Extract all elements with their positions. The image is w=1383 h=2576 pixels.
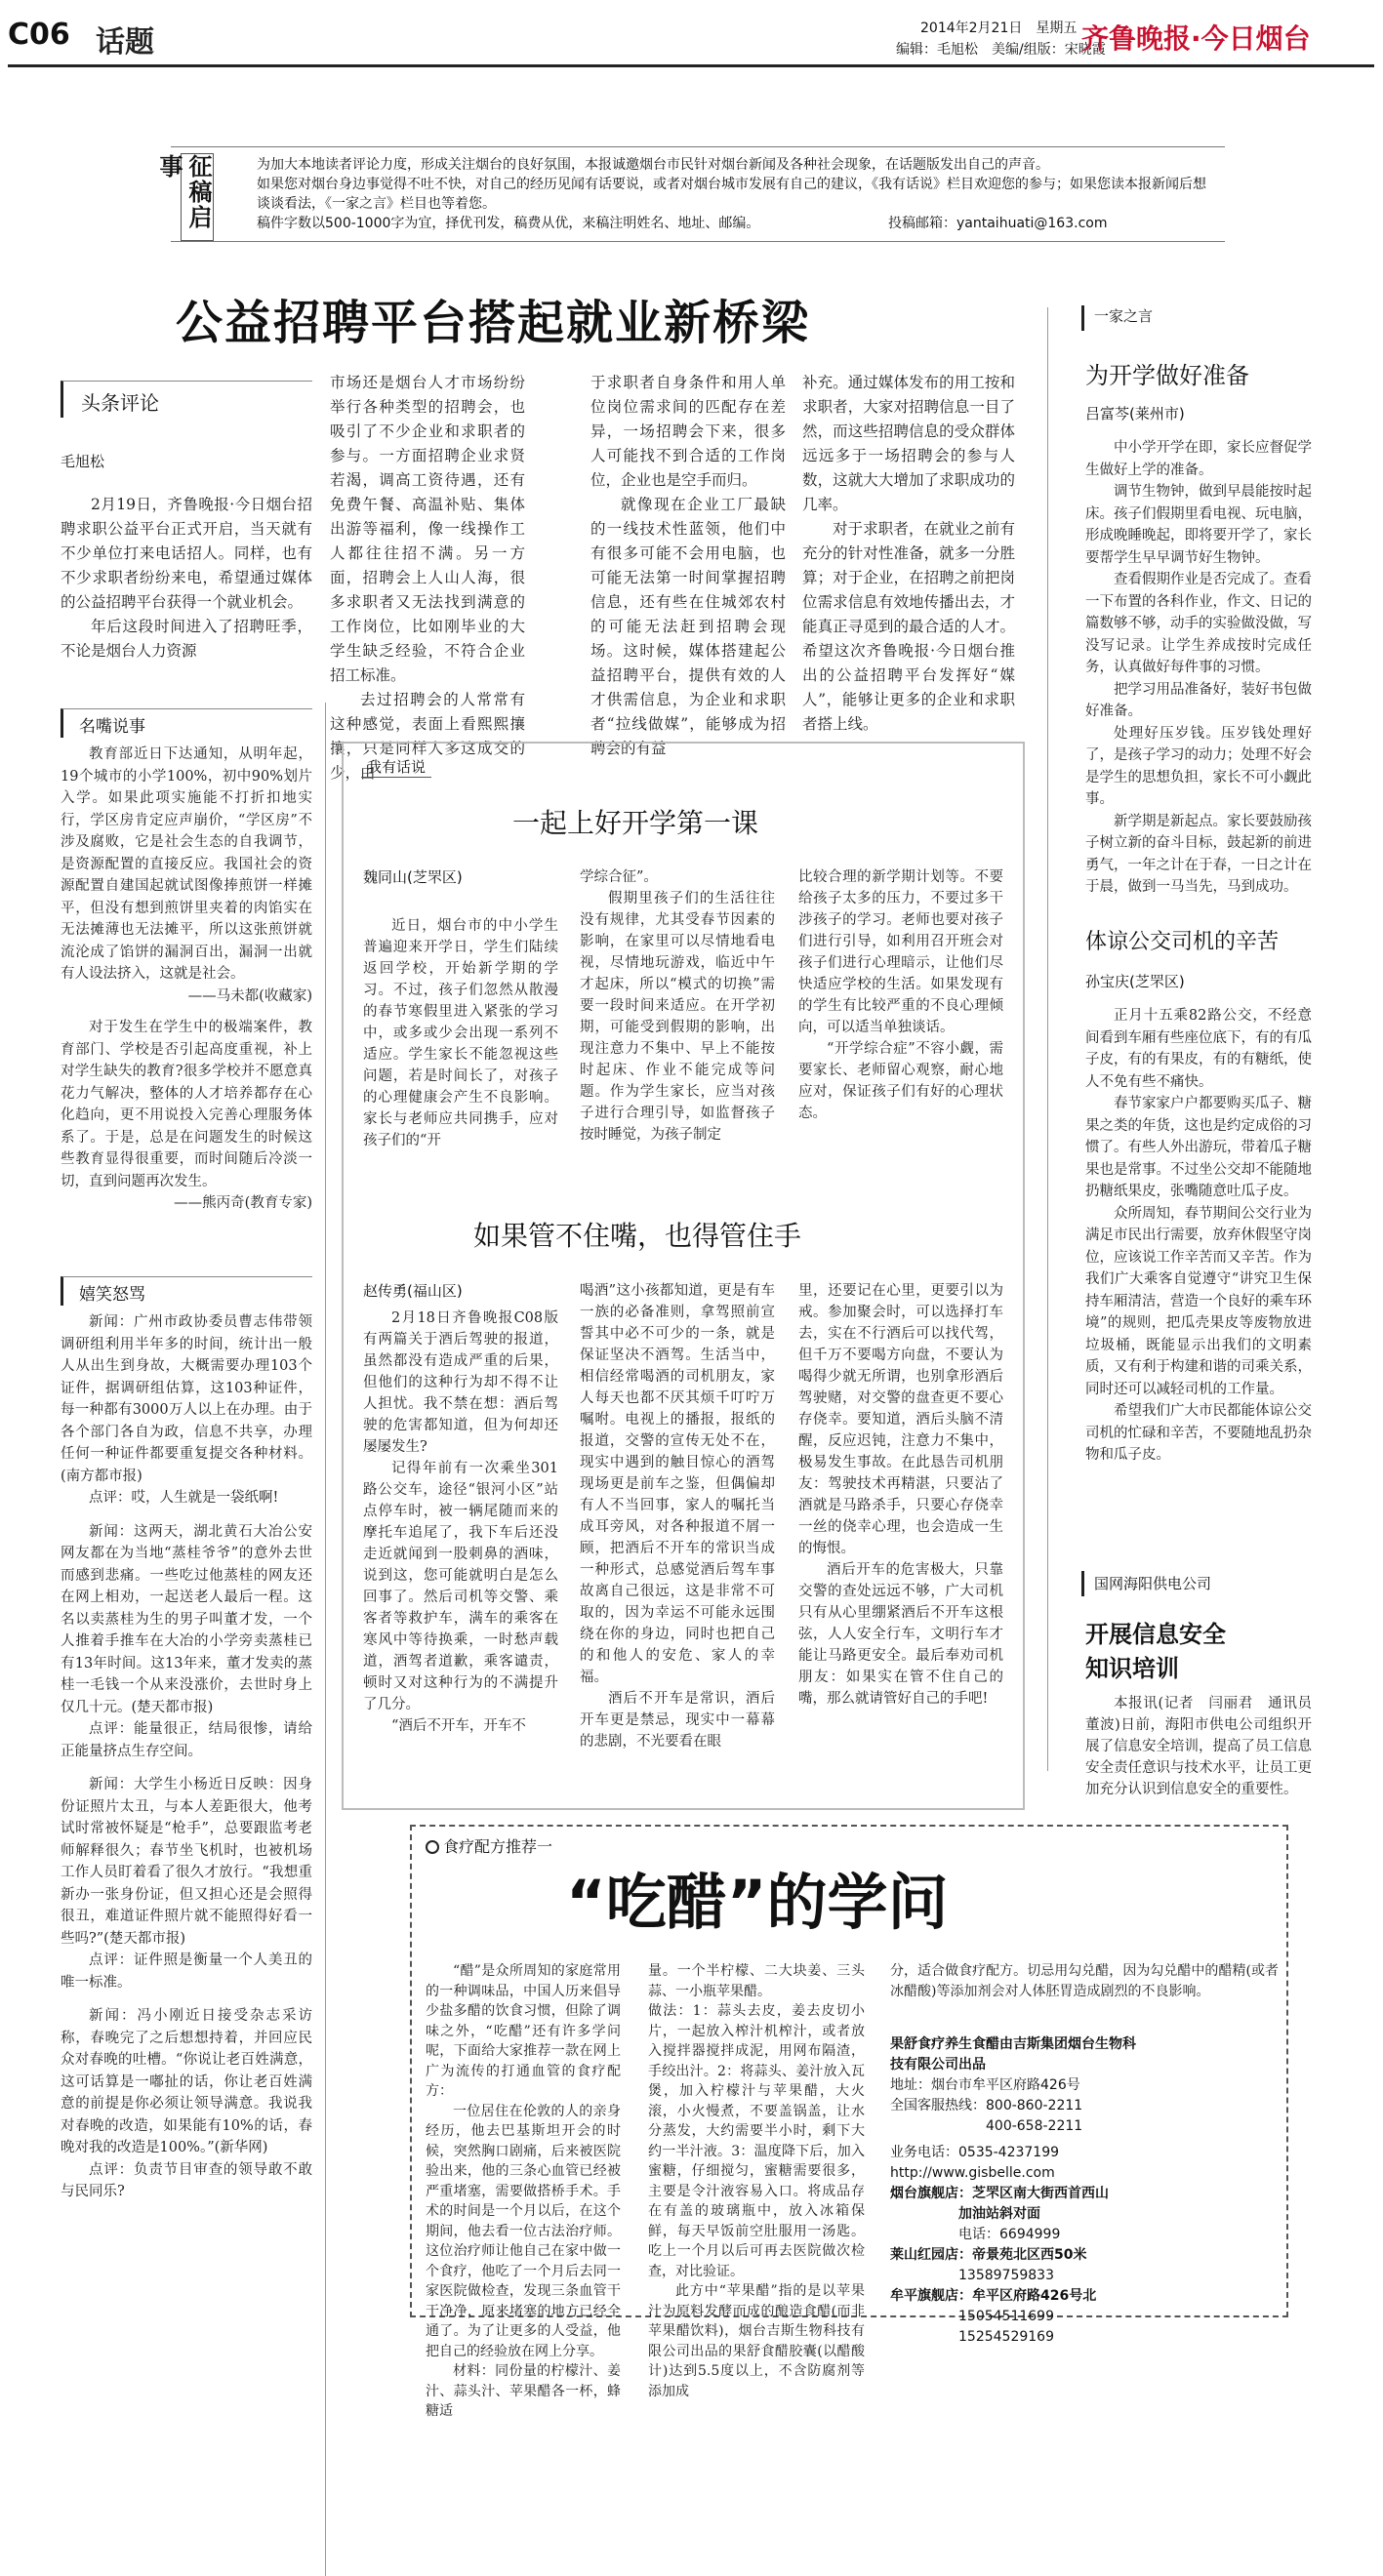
right-story3-headline-1: 开展信息安全 <box>1085 1621 1226 1648</box>
right-story3-body <box>1085 1693 1326 1815</box>
story1-col-2 <box>580 866 775 1208</box>
story-para: 春节家家户户都要购买瓜子、糖果之类的年货，这也是约定成俗的习惯了。有些人外出游玩，带着瓜子糖果也是常事。不过坐公交却不能随地扔糖纸果皮，张嘴随意吐瓜子皮。 <box>1085 1096 1312 1199</box>
story2-headline: 如果管不住嘴，也得管住手 <box>473 1220 802 1252</box>
call-for-submissions <box>155 146 1225 242</box>
story-para: 里，还要记在心里，更要引以为戒。参加聚会时，可以选择打车去，实在不行酒后可以找代驾，但千万不要喝方向盘，不要认为喝得少就无所谓，也别拿形酒后驾驶赌，对交警的盘查更不要心存侥幸。要知道，酒后头脑不清醒，反应迟钝，注意力不集中，极易发生事故。在此恳告司机朋友：驾驶技术再精湛，只要沾了酒就是马路杀手，只要心存侥幸一丝的侥幸心理，也会造成一生的悔恨。 <box>798 1283 1003 1556</box>
story2-col-1 <box>363 1308 558 1805</box>
commentary-col-3 <box>590 371 786 757</box>
right-story2-author: 孙宝庆(芝罘区) <box>1085 973 1185 990</box>
story-para: 调节生物钟，做到早晨能按时起床。孩子们假期里看电视、玩电脑，形成晚睡晚起，即将要开学了，家长要帮学生早早调节好生物钟。 <box>1085 484 1312 566</box>
commentary-label-box <box>61 381 312 418</box>
ad-col-1 <box>426 1961 621 2419</box>
story-para: 查看假期作业是否完成了。查看一下布置的各科作业，作文、日记的篇数够不够，动手的实验做没做，写没写记录。让学生养成按时完成任务，认真做好每件事的习惯。 <box>1085 572 1312 675</box>
story-para: 2月18日齐鲁晚报C08版有两篇关于酒后驾驶的报道，虽然都没有造成严重的后果，但他们的这种行为却不得不让人担忧。我不禁在想：酒后驾驶的危害都知道，但为何却还屡屡发生? <box>363 1310 558 1455</box>
ad-website[interactable]: http://www.gisbelle.com <box>890 2165 1055 2181</box>
call-line-1: 为加大本地读者评论力度，形成关注烟台的良好氛围，本报诚邀烟台市民针对烟台新闻及各种社会现象，在话题版发出自己的声音。 <box>257 157 1049 173</box>
story-para: 希望我们广大市民都能体谅公交司机的忙碌和辛苦，不要随地乱扔杂物和瓜子皮。 <box>1085 1403 1312 1463</box>
ad-label <box>426 1834 552 1857</box>
divider <box>1047 307 1048 1771</box>
ad-biz-tel: 业务电话：0535-4237199 <box>890 2145 1060 2160</box>
quote-para: 对于发生在学生中的极端案件，教育部门、学校是否引起高度重视，补上对学生缺失的教育?很多学校并不愿意真花力气解决，整体的人才培养都存在心化趋向，更不用说投入完善心理服务体系了。于是，总是在问题发生的时候这些教育显得很重要，而时间随后冷淡一切，直到问题再次发生。 <box>61 1020 312 1189</box>
ad-para: “醋”是众所周知的家庭常用的一种调味品，中国人历来倡导少盐多醋的饮食习惯，但除了调味之外，“吃醋”还有许多学问呢，下面给大家推荐一款在网上广为流传的打通血管的食疗配方： <box>426 1963 621 2099</box>
quote-source: ——马未都(收藏家) <box>187 987 312 1004</box>
story-para: 记得年前有一次乘坐301路公交车，途径“银河小区”站点停车时，被一辆尾随而来的摩托车追尾了，我下车后还没走近就闻到一股刺鼻的酒味，说到这，您可能就明白是怎么回事了。然后司机等交警、乘客者等救护车，满车的乘客在寒风中等待换乘，一时愁声载道，酒驾者道歉，乘客谴责，顿时又对这种行为的不满提升了几分。 <box>363 1461 558 1712</box>
story2-author: 赵传勇(福山区) <box>363 1282 463 1300</box>
call-label: 征稿启事 <box>181 153 214 241</box>
quote-source: ——熊丙奇(教育专家) <box>174 1195 312 1211</box>
ad-store-1b: 加油站斜对面 <box>958 2206 1040 2222</box>
commentary-para: 2月19日，齐鲁晚报·今日烟台招聘求职公益平台正式开启，当天就有不少单位打来电话招人。同样，也有不少求职者纷纷来电，希望通过媒体的公益招聘平台获得一个就业机会。 <box>61 496 312 611</box>
main-headline: 公益招聘平台搭起就业新桥梁 <box>176 296 811 350</box>
news-comment: 点评：哎，人生就是一袋纸啊! <box>89 1490 279 1506</box>
news-item: 新闻：这两天，湖北黄石大冶公安网友都在为当地“蒸桂爷爷”的意外去世而感到悲痛。一些吃过他蒸桂的网友还在网上相劝，一起送老人最后一程。这名以卖蒸桂为生的男子叫董才发，一个人推着手推车在大冶的小学旁卖蒸桂已有13年时间。这13年来，董才发卖的蒸桂一毛钱一个从来没涨价，去世时身上仅几十元。(楚天都市报) <box>61 1523 312 1715</box>
ad-para: 此方中“苹果醋”指的是以苹果汁为原料发酵而成的酿造食醋(而非苹果醋饮料)，烟台吉斯生物科技有限公司出品的果舒食醋胶囊(以醋酸计)达到5.5度以上，不含防腐剂等添加成 <box>648 2283 865 2399</box>
news-comment: 点评：能量很正，结局很惨，请给正能量挤点生存空间。 <box>61 1721 312 1759</box>
divider <box>325 703 326 2576</box>
story-para: 比较合理的新学期计划等。不要给孩子太多的压力，不要过多干涉孩子的学习。老师也要对孩子们进行引导，如利用召开班会对孩子们进行心理暗示，让他们尽快适应学校的生活。如果发现有的学生有比较严重的不良心理倾向，可以适当单独谈话。 <box>798 869 1003 1035</box>
story-para: 喝酒”这小孩都知道，更是有车一族的必备准则，拿驾照前宣誓其中必不可少的一条，就是保证坚决不酒驾。生活当中，相信经常喝酒的司机朋友，家人每天也都不厌其烦千叮咛万嘱咐。电视上的播报，报纸的报道，交警的宣传无处不在，现实中遇到的触目惊心的酒驾现场更是前车之鉴，但偶偏却有人不当回事，家人的嘱托当成耳旁风，对各种报道不屑一顾，把酒后不开车的常识当成一种形式，总感觉酒后驾车事故离自己很远，这是非常不可取的，因为幸运不可能永远围绕在你的身边，同时也把自己的和他人的安危、家人的幸福。 <box>580 1283 775 1685</box>
news-item: 新闻：广州市政协委员曹志伟带领调研组利用半年多的时间，统计出一般人从出生到身故，大概需要办理103个证件，据调研组估算，这103种证件，每一种都有3000万人以上在办理。由于各个部门各自为政，信息不共享，办理任何一种证件都要重复提交各种材料。(南方都市报) <box>61 1314 312 1484</box>
story-para: 新学期是新起点。家长要鼓励孩子树立新的奋斗目标，鼓起新的前进勇气，一年之计在于春，一日之计在于晨，做到一马当先，马到成功。 <box>1085 813 1312 895</box>
news-comment: 点评：证件照是衡量一个人美丑的唯一标准。 <box>61 1952 312 1991</box>
story-para: 本报讯(记者 闫丽君 通讯员 董波)日前，海阳市供电公司组织开展了信息安全培训，提高了员工信息安全责任意识与技术水平，让员工更加充分认识到信息安全的重要性。 <box>1085 1696 1326 1797</box>
story2-col-3 <box>798 1280 1003 1805</box>
ad-store-3: 牟平旗舰店：牟平区府路426号北 <box>890 2288 1097 2304</box>
news-item: 新闻：冯小刚近日接受杂志采访称，春晚完了之后想想持着，并回应民众对春晚的吐槽。“你说让老百姓满意，这可话算是一嘟扯的话，你让老百姓满意的前提是你必须让领导满意。我说我对春晚的改造，如果能有10%的话，春晚对我的改造是100%。”(新华网) <box>61 2008 312 2155</box>
issue-date: 2014年2月21日 星期五 <box>920 20 1078 36</box>
story-para: 中小学开学在即，家长应督促学生做好上学的准备。 <box>1085 440 1312 478</box>
commentary-label: 头条评论 <box>81 391 159 415</box>
call-line-3: 稿件字数以500-1000字为宜，择优刊发，稿费从优，来稿注明姓名、地址、邮编。 <box>257 216 760 231</box>
left-sec1-body <box>61 744 312 1270</box>
story1-author: 魏同山(芝罘区) <box>363 868 463 886</box>
story1-col-3 <box>798 866 1003 1208</box>
right-story2-headline: 体谅公交司机的辛苦 <box>1085 930 1280 954</box>
page-number: C06 <box>8 18 70 52</box>
ad-address: 地址：烟台市牟平区府路426号 <box>890 2077 1080 2093</box>
ad-col-2 <box>648 1961 865 2399</box>
header-rule <box>8 64 1374 67</box>
page-header <box>0 0 1383 68</box>
news-comment: 点评：负责节目审查的领导敢不敢与民同乐? <box>61 2161 312 2199</box>
ad-tel-row <box>890 2096 1144 2116</box>
ad-col-3 <box>890 1961 1279 2030</box>
ad-para: 分，适合做食疗配方。切忌用勾兑醋，因为勾兑醋中的醋精(或者冰醋酸)等添加剂会对人体胚胃造成剧烈的不良影响。 <box>890 1963 1279 1999</box>
ad-tel-2: 400-658-2211 <box>986 2118 1083 2134</box>
left-sec2-body <box>61 1311 312 2322</box>
masthead-brand: 齐鲁晚报·今日烟台 <box>1081 22 1311 55</box>
left-sec2-label: 嬉笑怒骂 <box>79 1285 145 1305</box>
story-para: 酒后不开车是常识，酒后开车更是禁忌，现实中一幕幕的悲剧，不光要看在眼 <box>580 1691 775 1750</box>
story2-col-2 <box>580 1280 775 1805</box>
story-para: 假期里孩子们的生活往往没有规律，尤其受春节因素的影响，在家里可以尽情地看电视，尽情地玩游戏，临近中午才起床，所以“模式的切换”需要一段时间来适应。在开学初期，可能受到假期的影响，出现注意力不集中、早上不能按时起床、作业不能完成等问题。作为学生家长，应当对孩子进行合理引导，如监督孩子按时睡觉，为孩子制定 <box>580 891 775 1143</box>
right-sec-label-box <box>1081 305 1364 331</box>
right-story2-body <box>1085 1005 1312 1566</box>
section-title: 话题 <box>96 25 154 60</box>
ad-para: 一位居住在伦敦的人的亲身经历，他去巴基斯坦开会的时候，突然胸口剧痛，后来被医院验出来，他的三条心血管已经被严重堵塞，需要做搭桥手术。手术的时间是一个月以后，在这个期间，他去看一位古法治疗师。这位治疗师让他自己在家中做一个食疗，他吃了一个月后去同一家医院做检查，发现三条血管干干净净，原来堵塞的地方已经全通了。为了让更多的人受益，他把自己的经验放在网上分享。 <box>426 2103 621 2359</box>
ad-company-block <box>890 2034 1144 2345</box>
commentary-para: 市场还是烟台人才市场纷纷举行各种类型的招聘会，也吸引了不少企业和求职者的参与。一方面招聘企业求贤若渴，调高工资待遇，还有免费午餐、高温补贴、集体出游等福利，像一线操作工人都往往招不满。另一方面，招聘会上人山人海，很多求职者又无法找到满意的工作岗位，比如刚毕业的大学生缺乏经验，不符合企业招工标准。 <box>330 374 525 684</box>
story-para: 处理好压岁钱。压岁钱处理好了，是孩子学习的动力；处理不好会是学生的思想负担，家长不可小觑此事。 <box>1085 725 1312 807</box>
ad-store-1-tel: 电话：6694999 <box>958 2227 1061 2242</box>
news-item: 新闻：大学生小杨近日反映：因身份证照片太丑，与本人差距很大，他考试时常被怀疑是“枪手”，总要跟监考老师解释很久；春节坐飞机时，也被机场工作人员盯着看了很久才放行。“我想重新办一张身份证，但又担心还是会照得很丑，难道证件照片就不能照得好看一些吗?”(楚天都市报) <box>61 1777 312 1947</box>
story-para: 酒后开车的危害极大，只靠交警的查处远远不够，广大司机只有从心里绷紧酒后不开车这根弦，人人安全行车，文明行车才能让马路更安全。最后奉劝司机朋友：如果实在管不住自己的嘴，那么就请管好自己的手吧! <box>798 1562 1003 1707</box>
commentary-para: 就像现在企业工厂最缺的一线技术性蓝领，他们中有很多可能不会用电脑，也可能无法第一时间掌握招聘信息，还有些在住城郊农村的可能无法赶到招聘会现场。这时候，媒体搭建起公益招聘平台，提供有效的人才供需信息，为企业和求职者“拉线做媒”，能够成为招聘会的有益 <box>590 496 786 757</box>
ad-headline: “吃醋”的学问 <box>566 1867 949 1938</box>
right-story1-body <box>1085 437 1312 915</box>
ad-tel-1: 800-860-2211 <box>986 2098 1083 2113</box>
commentary-para: 去过招聘会的人常常有这种感觉，表面上看熙熙攘攘，只是同样人多这成交的少，由 <box>330 691 525 782</box>
ad-tel-label: 全国客服热线： <box>890 2098 986 2113</box>
story-para: “酒后不开车，开车不 <box>391 1718 526 1734</box>
center-box-label: 我有话说 <box>361 756 431 778</box>
call-line-2: 如果您对烟台身边事觉得不吐不快，对自己的经历见闻有话要说，或者对烟台城市发展有自己的建议，《我有话说》栏目欢迎您的参与；如果您读本报新闻后想谈谈看法，《一家之言》栏目也等着您。 <box>257 177 1206 212</box>
story-para: 把学习用品准备好，装好书包做好准备。 <box>1085 681 1312 719</box>
right-story1-author: 吕富芩(莱州市) <box>1085 405 1185 423</box>
commentary-col-4 <box>802 371 1015 733</box>
ad-label-text: 食疗配方推荐一 <box>443 1837 553 1856</box>
story-para: “开学综合症”不容小觑，需要家长、老师留心观察，耐心地应对，保证孩子们有好的心理状态。 <box>798 1041 1003 1121</box>
editors: 编辑：毛旭松 美编/组版：宋晓霞 <box>896 42 1106 58</box>
ad-store-2-tel: 13589759833 <box>958 2268 1054 2283</box>
ad-company: 果舒食疗养生食醋由吉斯集团烟台生物科技有限公司出品 <box>890 2036 1136 2073</box>
commentary-col-1 <box>61 493 312 688</box>
story-para: 众所周知，春节期间公交行业为满足市民出行需要，放弃休假坚守岗位，应该说工作辛苦而又辛苦。作为我们广大乘客自觉遵守“讲究卫生保持车厢清洁，营造一个良好的乘车环境”的规则，把瓜壳果皮等废物放进垃圾桶，既能显示出我们的文明素质，又有利于构建和谐的司乘关系，同时还可以减轻司机的工作量。 <box>1085 1205 1312 1397</box>
commentary-author: 毛旭松 <box>61 453 105 470</box>
ad-para: 材料：同份量的柠檬汁、姜汁、蒜头汁、苹果醋各一杯，蜂糖适 <box>426 2363 621 2419</box>
leaf-icon <box>426 1840 439 1854</box>
right-sec-label: 一家之言 <box>1094 307 1154 325</box>
ad-store-2: 莱山红园店：帝景苑北区西50米 <box>890 2247 1087 2263</box>
call-email: 投稿邮箱：yantaihuati@163.com <box>888 216 1108 231</box>
left-sec2-label-box <box>61 1276 312 1306</box>
ad-para: 量。一个半柠檬、二大块姜、三头蒜、一小瓶苹果醋。 <box>648 1963 865 1999</box>
story1-col-1 <box>363 915 558 1208</box>
ad-store-1: 烟台旗舰店：芝罘区南大街西首西山 <box>890 2186 1109 2201</box>
story-para: 正月十五乘82路公交，不经意间看到车厢有些座位底下，有的有瓜子皮，有的有果皮，有的有糖纸，使人不免有些不痛快。 <box>1085 1008 1312 1090</box>
ad-para: 做法：1：蒜头去皮，姜去皮切小片，一起放入榨汁机榨汁，或者放入搅拌器搅拌成泥，用网布隔渣，手绞出汁。2：将蒜头、姜汁放入瓦煲，加入柠檬汁与苹果醋，大火滚，小火慢煮，不要盖锅盖，让水分蒸发，大约需要半小时，剩下大约一半汁液。3：温度降下后，加入蜜糖，仔细搅匀，蜜糖需要很多，主要是令汁液容易入口。将成品存在有盖的玻璃瓶中，放入冰箱保鲜，每天早饭前空肚服用一汤匙。吃上一个月以后可再去医院做次检查，对比验证。 <box>648 2003 865 2279</box>
commentary-para: 补充。通过媒体发布的用工按和求职者，大家对招聘信息一目了然，而这些招聘信息的受众群体远远多于一场招聘会的参与人数，这就大大增加了求职成功的几率。 <box>802 374 1015 513</box>
commentary-para: 于求职者自身条件和用人单位岗位需求间的匹配存在差异，一场招聘会下来，很多人可能找不到合适的工作岗位，企业也是空手而归。 <box>590 374 786 489</box>
story-para: 近日，烟台市的中小学生普遍迎来开学日，学生们陆续返回学校，开始新学期的学习。不过，孩子们忽然从散漫的春节寒假里进入紧张的学习中，或多或少会出现一系列不适应。学生家长不能忽视这些问题，若是时间长了，对孩子的心理健康会产生不良影响。家长与老师应共同携手，应对孩子们的“开 <box>363 918 558 1148</box>
right-story3-label-box <box>1081 1571 1364 1596</box>
right-story3-label: 国网海阳供电公司 <box>1094 1575 1212 1592</box>
quote-para: 教育部近日下达通知，从明年起，19个城市的小学100%，初中90%划片入学。如果此项实施能不打折扣地实行，学区房肯定应声崩价，“学区房”不涉及腐败，它是社会生态的自我调节，是资源配置的直接反应。我国社会的资源配置自建国起就试图像捧煎饼一样摊平，但没有想到煎饼里夹着的肉馅实在无法摊薄也无法摊平，所以这张煎饼就流沦成了馅饼的漏洞百出，漏洞一出就有人设法挤入，这就是社会。 <box>61 746 312 982</box>
story-para: 学综合征”。 <box>580 869 658 885</box>
commentary-para: 年后这段时间进入了招聘旺季，不论是烟台人力资源 <box>61 618 312 660</box>
left-sec1-label-box <box>61 708 312 738</box>
commentary-para: 对于求职者，在就业之前有充分的针对性准备，就多一分胜算；对于企业，在招聘之前把岗位需求信息有效地传播出去，才能真正寻觅到的最合适的人才。希望这次齐鲁晚报·今日烟台推出的公益招聘平台发挥好“媒人”，能够让更多的企业和求职者搭上线。 <box>802 520 1015 733</box>
ad-store-3-tel: 15054511699 15254529169 <box>958 2309 1068 2345</box>
right-story3-headline-2: 知识培训 <box>1085 1655 1179 1682</box>
right-story1-headline: 为开学做好准备 <box>1085 362 1249 389</box>
story1-headline: 一起上好开学第一课 <box>512 807 759 839</box>
left-sec1-label: 名嘴说事 <box>79 717 145 737</box>
